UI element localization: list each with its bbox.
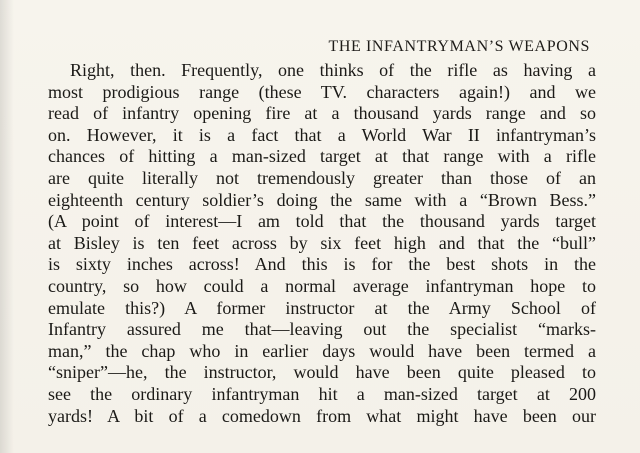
text-line: at Bisley is ten feet across by six feet high and that the “bull” [48, 232, 596, 253]
text-line: is sixty inches across! And this is for the best shots in the [48, 254, 596, 275]
text-line: on. However, it is a fact that a World War II infantryman’s [48, 124, 596, 145]
text-line: man,” the chap who in earlier days would have been termed a [48, 340, 596, 361]
text-line: emulate this?) A former instructor at the Army School of [48, 297, 596, 318]
text-line: country, so how could a normal average infantryman hope to [48, 275, 596, 296]
text-line: are quite literally not tremendously greater than those of an [48, 167, 596, 188]
text-line: eighteenth century soldier’s doing the same with a “Brown Bess.” [48, 189, 596, 210]
text-line: “sniper”—he, the instructor, would have been quite pleased to [48, 362, 596, 383]
text-line: most prodigious range (these TV. characters again!) and we [48, 81, 596, 102]
page-edge-shadow [0, 0, 14, 453]
text-line: (A point of interest—I am told that the thousand yards target [48, 211, 596, 232]
text-line: read of infantry opening fire at a thousand yards range and so [48, 103, 596, 124]
body-paragraph [48, 60, 596, 427]
text-line: chances of hitting a man-sized target at that range with a rifle [48, 146, 596, 167]
text-line: Infantry assured me that—leaving out the specialist “marks- [48, 319, 596, 340]
running-head: THE INFANTRYMAN’S WEAPONS [328, 38, 590, 55]
text-line: Right, then. Frequently, one thinks of the rifle as having a [70, 60, 596, 80]
text-line: yards! A bit of a comedown from what might have been our [48, 405, 596, 426]
text-line: see the ordinary infantryman hit a man-sized target at 200 [48, 383, 596, 404]
